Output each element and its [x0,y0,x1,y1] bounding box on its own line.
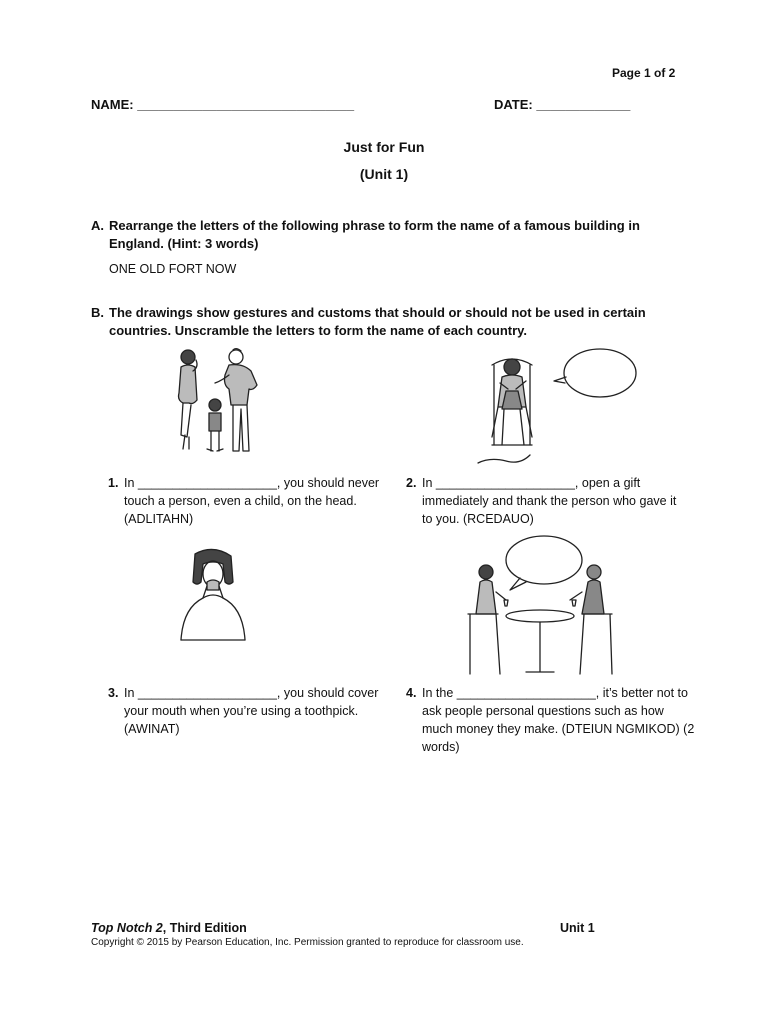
footer-book-title [91,921,247,935]
item-text: In ____________________, you should never touch a person, even a child, on the head. (ADLITAHN) [124,476,380,526]
item-text: In ____________________, open a gift immediately and thank the person who gave it to you. (RCEDAUO) [422,476,677,526]
page-number: Page 1 of 2 [612,66,676,80]
illustration-touching-head [163,345,283,463]
list-item [406,474,686,528]
list-item [406,684,696,756]
item-number: 1. [108,476,119,490]
item-text: In the ____________________, it’s better not to ask people personal questions such as how much money they make. (DTEIUN NGMIKOD) (2 words) [422,686,695,754]
book-title: Top Notch 2 [91,921,163,935]
section-a-phrase: ONE OLD FORT NOW [109,262,237,276]
section-a-heading [91,217,691,253]
list-item [108,684,388,738]
illustration-toothpick [173,548,253,648]
item-number: 2. [406,476,417,490]
section-b-instructions: The drawings show gestures and customs that should or should not be used in certain countries. Unscramble the letters to form the name of each country. [109,305,646,338]
worksheet-title: Just for Fun [343,139,425,155]
copyright-notice: Copyright © 2015 by Pearson Education, Inc. Permission granted to reproduce for classroom use. [91,937,524,948]
book-edition: , Third Edition [162,921,247,935]
item-number: 3. [108,686,119,700]
illustration-opening-gift [470,345,640,470]
name-field: NAME: ______________________________ [91,97,355,112]
section-a-instructions: Rearrange the letters of the following phrase to form the name of a famous building in England. (Hint: 3 words) [109,218,640,251]
worksheet-subtitle: (Unit 1) [359,166,409,182]
item-number: 4. [406,686,417,700]
footer-unit: Unit 1 [560,921,595,935]
section-b-label: B. [91,305,104,320]
section-b-heading [91,304,691,340]
item-text: In ____________________, you should cover your mouth when you’re using a toothpick. (AWINAT) [124,686,379,736]
section-a-label: A. [91,218,104,233]
date-field: DATE: _____________ [494,97,631,112]
illustration-conversation [460,534,620,679]
list-item [108,474,388,528]
